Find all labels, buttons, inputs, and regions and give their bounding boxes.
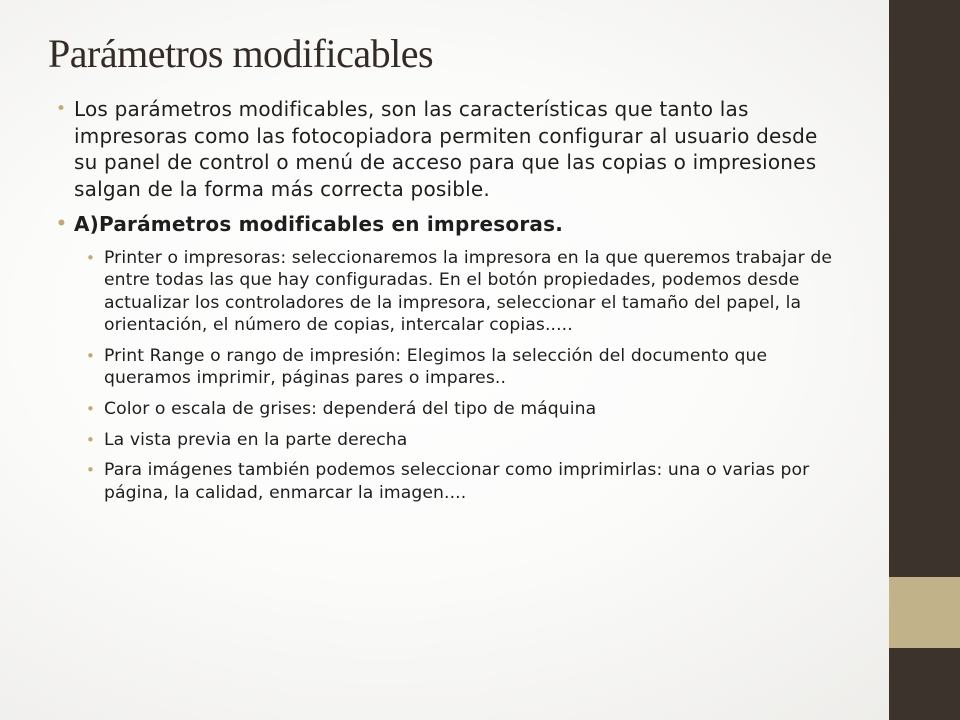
sub-bullet-print-range: • Print Range o rango de impresión: Elegimos la selección del documento que queramos imprimir, páginas pares o impares.. bbox=[86, 345, 846, 390]
sub-bullet-printer: • Printer o impresoras: seleccionaremos la impresora en la que queremos trabajar de entre todas las que hay configuradas. En el botón propiedades, podemos desde actualizar los controladores de la impresora, seleccionar el tamaño del papel, la orientación, el número de copias, intercalar copias..... bbox=[86, 247, 846, 337]
sub-bullet-list bbox=[56, 247, 846, 505]
sub-bullet-color: • Color o escala de grises: dependerá del tipo de máquina bbox=[86, 398, 846, 421]
bullet-item-printers-heading bbox=[56, 211, 846, 238]
sub-bullet-preview: • La vista previa en la parte derecha bbox=[86, 429, 846, 452]
sidebar-accent-block bbox=[889, 577, 960, 648]
bullet-list bbox=[56, 96, 846, 238]
bullet-heading-text: A)Parámetros modificables en impresoras. bbox=[74, 212, 564, 236]
bullet-item-intro: • Los parámetros modificables, son las características que tanto las impresoras como las fotocopiadora permiten configurar al usuario desde su panel de control o menú de acceso para que las copias o impresiones salgan de la forma más correcta posible. bbox=[56, 96, 846, 202]
slide-content bbox=[56, 96, 846, 512]
sub-bullet-images: • Para imágenes también podemos seleccionar como imprimirlas: una o varias por página, la calidad, enmarcar la imagen.... bbox=[86, 459, 846, 504]
slide-title: Parámetros modificables bbox=[48, 31, 434, 76]
